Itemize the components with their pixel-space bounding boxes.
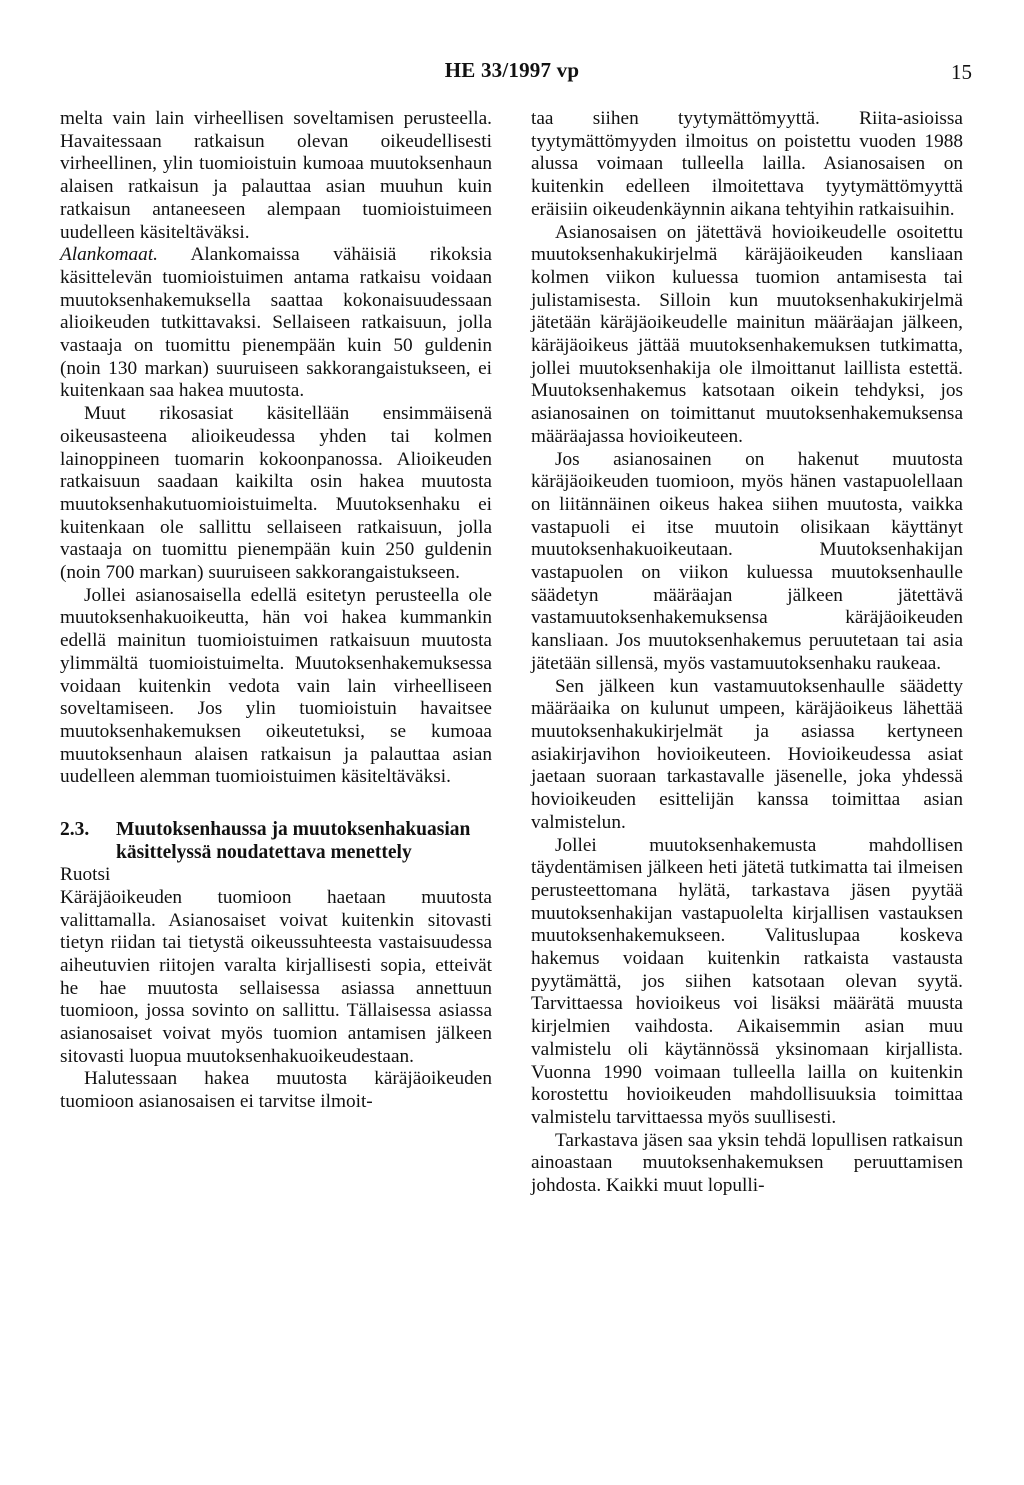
right-column: [531, 108, 963, 1198]
document-id: HE 33/1997 vp: [444, 58, 580, 82]
paragraph: Sen jälkeen kun vastamuutoksenhaulle säädetty määräaika on kulunut umpeen, käräjäoikeus lähettää muutoksenhakukirjelmät ja asiassa kertyneen asiakirjavihon hovioikeuteen. Hovioikeudessa asiat jaetaan suoraan tarkastavalle jäsenelle, joka yhdessä hovioikeuden esittelijän kanssa toimittaa asian valmistelun.: [531, 675, 963, 833]
page-header: [0, 58, 1024, 88]
paragraph: Jollei muutoksenhakemusta mahdollisen täydentämisen jälkeen heti jätetä tutkimatta tai ilmeisen perusteettomana hylätä, tarkastava jäsen pyytää muutoksenhakijan vastapuolelta kirjallisen vastauksen muutoksenhakemukseen. Valituslupaa koskeva hakemus voidaan kuitenkin ratkaista vastausta pyytämättä, jos siihen katsotaan olevan syytä. Tarvittaessa hovioikeus voi lisäksi määrätä muusta kirjelmien vaihdosta. Aikaisemmin asian muu valmistelu oli käytännössä yksinomaan kirjallista. Vuonna 1990 voimaan tulleella lailla on kuitenkin korostettu hovioikeuden mahdollisuuksia toimittaa valmistelu tarvittaessa myös suullisesti.: [531, 834, 963, 1128]
paragraph: Käräjäoikeuden tuomioon haetaan muutosta valittamalla. Asianosaiset voivat kuitenkin sitovasti tietyn riidan tai tietystä oikeussuhteesta vastaisuudessa aiheutuvien riitojen varalta kirjallisesti sopia, etteivät he hae muutosta sellaisessa asiassa annettuun tuomioon, jossa sovinto on sallittu. Tällaisessa asiassa asianosaiset voivat myös tuomion antamisen jälkeen sitovasti luopua muutoksenhakuoikeudestaan.: [60, 886, 492, 1067]
subheading-sweden: Ruotsi: [60, 864, 111, 886]
page-number: 15: [951, 60, 972, 84]
paragraph: Jos asianosainen on hakenut muutosta käräjäoikeuden tuomioon, myös hänen vastapuolellaan on liitännäinen oikeus hakea siihen muutosta, vaikka vastapuoli ei itse muutoin olisikaan käyttänyt muutoksenhakuoikeutaan. Muutoksenhakijan vastapuolen on viikon kuluessa muutoksenhaulle säädetyn määräajan jälkeen jätettävä vastamuutoksenhakemuksensa käräjäoikeuden kansliaan. Jos muutoksenhakemus peruutetaan tai asia jätetään sillensä, myös vastamuutoksenhaku raukeaa.: [531, 448, 963, 674]
country-lead: Alankomaat.: [60, 244, 158, 266]
paragraph: melta vain lain virheellisen soveltamisen perusteella. Havaitessaan ratkaisun olevan oikeudellisesti virheellinen, ylin tuomioistuin kumoaa muutoksenhaun alaisen ratkaisun ja palauttaa asian muuhun kuin ratkaisun antaneeseen alempaan tuomioistuimeen uudelleen käsiteltäväksi.: [60, 108, 492, 243]
paragraph: Jollei asianosaisella edellä esitetyn perusteella ole muutoksenhakuoikeutta, hän voi hakea kummankin edellä mainitun tuomioistuimen ratkaisuun muutosta ylimmältä tuomioistuimelta. Muutoksenhakemuksessa voidaan kuitenkin vedota vain lain virheelliseen soveltamiseen. Jos ylin tuomioistuin havaitsee muutoksenhakemuksen oikeutetuksi, se kumoaa muutoksenhaun alaisen ratkaisun ja palauttaa asian uudelleen alemman tuomioistuimen käsiteltäväksi.: [60, 584, 492, 788]
paragraph: Halutessaan hakea muutosta käräjäoikeuden tuomioon asianosaisen ei tarvitse ilmoit-: [60, 1068, 492, 1113]
paragraph: Tarkastava jäsen saa yksin tehdä lopullisen ratkaisun ainoastaan muutoksenhakemuksen peruuttamisen johdosta. Kaikki muut lopulli-: [531, 1129, 963, 1197]
paragraph: Asianosaisen on jätettävä hovioikeudelle osoitettu muutoksenhakukirjelmä käräjäoikeuden kansliaan kolmen viikon kuluessa tuomion antamisesta tai julistamisesta. Silloin kun muutoksenhakukirjelmä jätetään käräjäoikeudelle mainitun määräajan jälkeen, käräjäoikeus jättää muutoksenhakemuksen tutkimatta, jollei muutoksenhakija ole ilmoittanut laillista estettä. Muutoksenhakemus katsotaan oikein tehdyksi, jos asianosainen on toimittanut muutoksenhakemuksensa määräajassa hovioikeuteen.: [531, 221, 963, 447]
left-column: [60, 108, 492, 1114]
paragraph-text: Alankomaissa vähäisiä rikoksia käsittelevän tuomioistuimen antama ratkaisu voidaan muutoksenhakemuksella saattaa kokonaisuudessaan alioikeuden tutkittavaksi. Sellaiseen ratkaisuun, jolla vastaaja on tuomittu pienempään kuin 50 guldenin (noin 130 markan) suuruiseen sakkorangaistukseen, ei kuitenkaan saa hakea muutosta.: [60, 244, 492, 402]
section-number: 2.3.: [60, 819, 90, 841]
section-title: Muutoksenhaussa ja muutoksenhakuasian käsittelyssä noudatettava menettely: [116, 819, 471, 863]
paragraph: taa siihen tyytymättömyyttä. Riita-asioissa tyytymättömyyden ilmoitus on poistettu vuoden 1988 alussa voimaan tulleella lailla. Asianosaisen on kuitenkin edelleen ilmoitettava tyytymättömyyttä eräisiin oikeudenkäynnin aikana tehtyihin ratkaisuihin.: [531, 108, 963, 220]
paragraph-netherlands: [60, 244, 492, 403]
section-heading: [60, 819, 492, 864]
paragraph: Muut rikosasiat käsitellään ensimmäisenä oikeusasteena alioikeudessa yhden tai kolmen lainoppineen tuomarin kokoonpanossa. Alioikeuden ratkaisuun saadaan kaikilta osin hakea muutosta muutoksenhakutuomioistuimelta. Muutoksenhaku ei kuitenkaan ole sallittu sellaiseen ratkaisuun, jolla vastaaja on tuomittu pienempään kuin 250 guldenin (noin 700 markan) suuruiseen sakkorangaistukseen.: [60, 403, 492, 584]
